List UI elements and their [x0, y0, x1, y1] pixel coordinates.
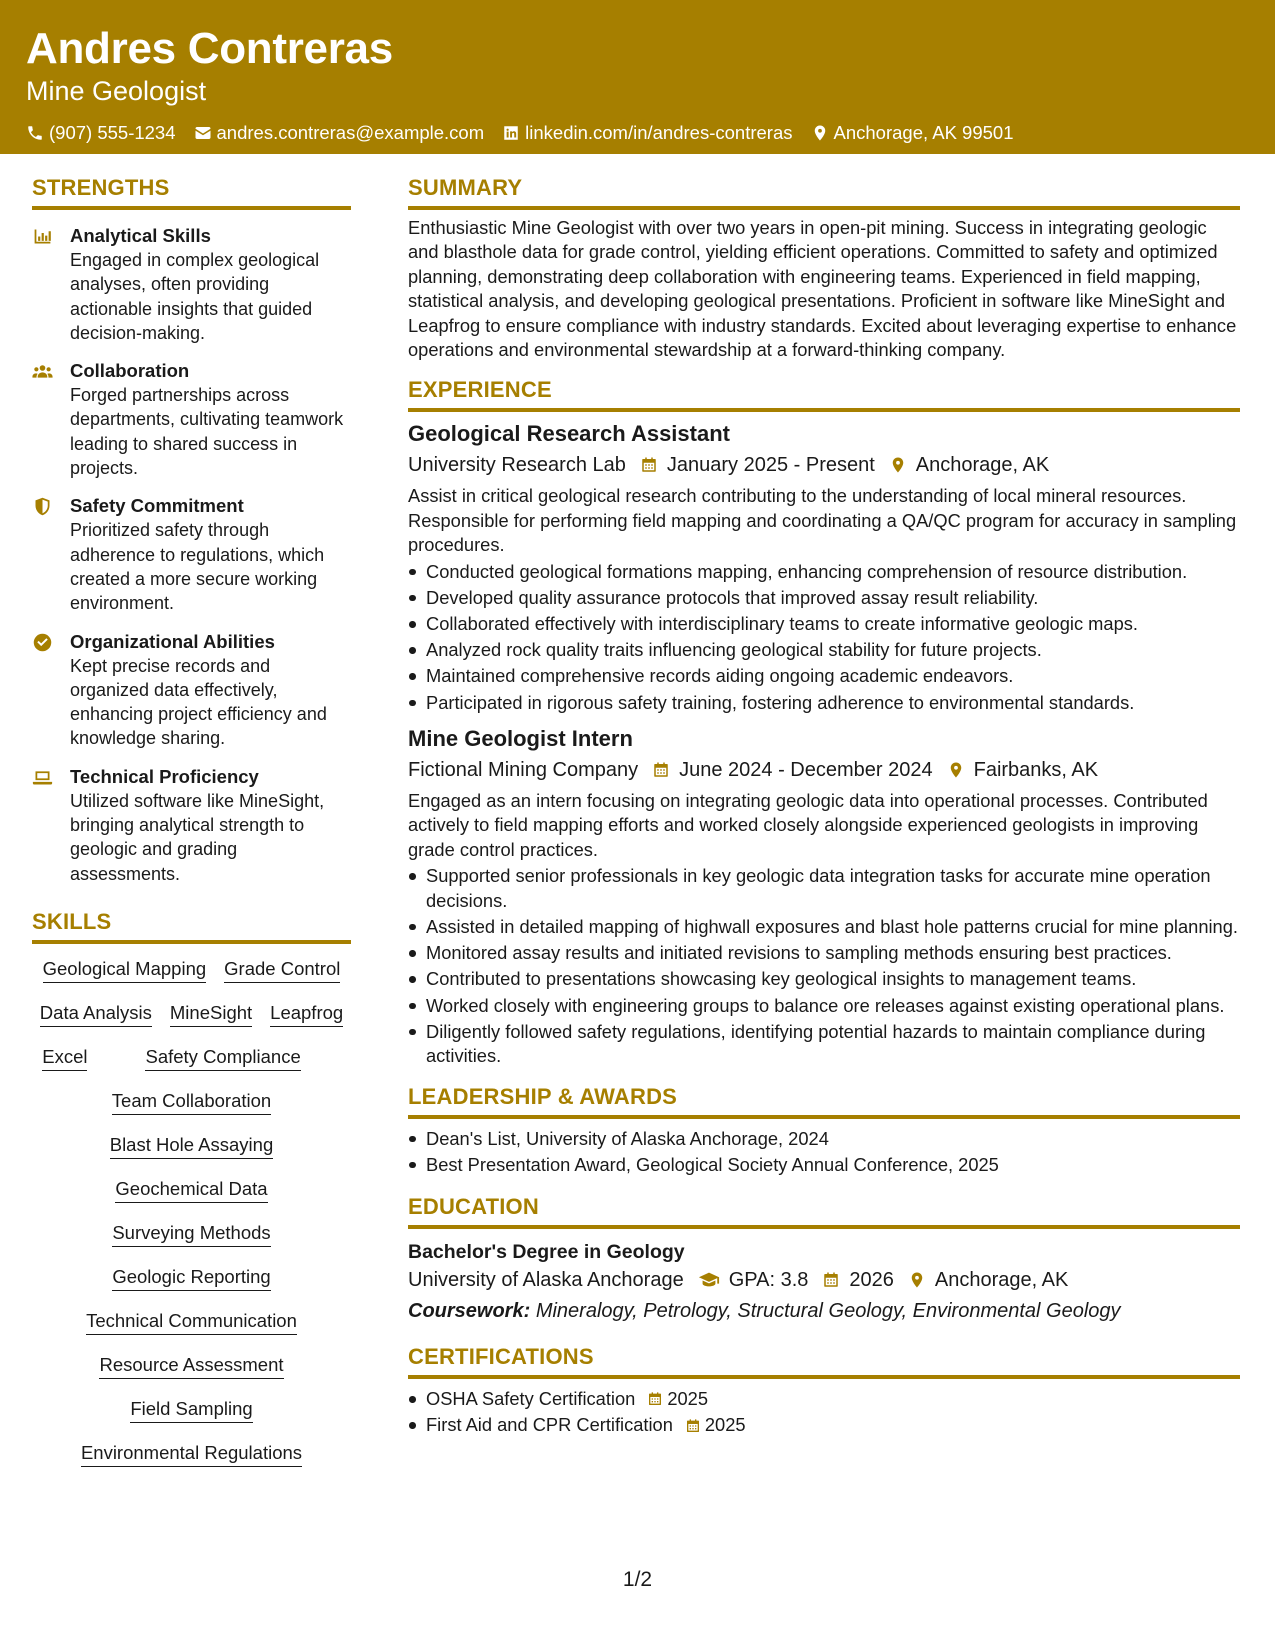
contact-location [811, 121, 1014, 145]
contact-phone[interactable] [26, 121, 176, 145]
job-location: Anchorage, AK [915, 454, 1050, 477]
education-gpa: GPA: 3.8 [728, 1269, 809, 1292]
certification-item [408, 1413, 1240, 1437]
page-number: 1/2 [622, 1568, 653, 1591]
contact-linkedin[interactable] [502, 121, 792, 145]
job-bullet: Assisted in detailed mapping of highwall exposures and blast hole patterns crucial for mine planning. [408, 915, 1240, 939]
skill-tag: Field Sampling [130, 1398, 252, 1423]
strength-item [32, 494, 351, 615]
job-bullet: Monitored assay results and initiated revisions to sampling methods ensuring best practices. [408, 941, 1240, 965]
education-coursework [408, 1297, 1240, 1325]
leadership-title: LEADERSHIP & AWARDS [408, 1083, 1240, 1119]
job-title: Mine Geologist Intern [408, 726, 633, 752]
award-item: Best Presentation Award, Geological Society Annual Conference, 2025 [408, 1153, 1240, 1177]
skill-tag: Team Collaboration [112, 1090, 271, 1115]
laptop-icon [32, 767, 53, 788]
skill-tag: Surveying Methods [112, 1222, 270, 1247]
resume-header [0, 0, 1275, 154]
awards-list [408, 1127, 1240, 1178]
strengths-title: STRENGTHS [32, 174, 351, 210]
calendar-icon [640, 456, 658, 474]
job-bullet: Collaborated effectively with interdisciplinary teams to create informative geologic maps. [408, 612, 1240, 636]
job-bullet: Worked closely with engineering groups to balance ore releases against existing operational plans. [408, 994, 1240, 1018]
job-company: University Research Lab [408, 454, 626, 477]
strength-desc: Prioritized safety through adherence to regulations, which created a more secure working environment. [70, 520, 325, 614]
skill-tag: Grade Control [224, 958, 340, 983]
strength-desc: Forged partnerships across departments, cultivating teamwork leading to shared success in projects. [70, 385, 344, 479]
skills-list [32, 958, 351, 1467]
job-dates: January 2025 - Present [666, 454, 875, 477]
chart-bar-icon [32, 226, 53, 247]
map-pin-icon [908, 1271, 926, 1289]
skill-tag: Technical Communication [86, 1310, 297, 1335]
users-icon [32, 361, 53, 382]
certification-name: OSHA Safety Certification [426, 1388, 636, 1410]
coursework-text: Mineralogy, Petrology, Structural Geology, Environmental Geology [535, 1300, 1121, 1323]
job-location: Fairbanks, AK [973, 759, 1099, 782]
job-entry [408, 725, 1240, 1068]
map-pin-icon [889, 456, 907, 474]
skill-tag: MineSight [170, 1002, 252, 1027]
strength-desc: Utilized software like MineSight, bringing analytical strength to geologic and grading assessments. [70, 790, 325, 884]
strength-title: Safety Commitment [70, 495, 244, 517]
phone-text: (907) 555-1234 [49, 122, 176, 143]
experience-title: EXPERIENCE [408, 376, 1240, 412]
contact-email[interactable] [194, 121, 485, 145]
shield-icon [32, 496, 53, 517]
job-dates: June 2024 - December 2024 [679, 759, 933, 782]
job-title: Geological Research Assistant [408, 421, 730, 447]
graduation-cap-icon [698, 1269, 720, 1291]
job-bullets [408, 560, 1240, 715]
strength-item [32, 630, 351, 751]
job-meta [408, 452, 1240, 478]
education-school: University of Alaska Anchorage [408, 1269, 684, 1292]
map-pin-icon [947, 761, 965, 779]
strength-item [32, 224, 351, 345]
strength-title: Technical Proficiency [70, 765, 259, 787]
certification-year: 2025 [667, 1388, 708, 1410]
certification-name: First Aid and CPR Certification [426, 1414, 673, 1436]
education-title: EDUCATION [408, 1193, 1240, 1229]
calendar-icon [822, 1271, 840, 1289]
job-description: Assist in critical geological research contributing to the understanding of local mineral resources. Responsible for performing field mapping and coordinating a QA/QC program for accuracy in sampling procedures. [408, 485, 1237, 556]
calendar-icon [652, 761, 670, 779]
contact-bar [26, 121, 1275, 145]
coursework-label: Coursework: [408, 1300, 531, 1323]
calendar-icon [685, 1418, 701, 1434]
job-bullet: Maintained comprehensive records aiding ongoing academic endeavors. [408, 664, 1240, 688]
skill-tag: Resource Assessment [99, 1354, 283, 1379]
education-degree: Bachelor's Degree in Geology [408, 1241, 685, 1264]
job-bullets [408, 864, 1240, 1068]
job-bullet: Contributed to presentations showcasing key geological insights to management teams. [408, 967, 1240, 991]
skill-tag: Data Analysis [40, 1002, 152, 1027]
email-text: andres.contreras@example.com [216, 122, 485, 143]
linkedin-text: linkedin.com/in/andres-contreras [525, 122, 793, 143]
calendar-icon [647, 1391, 663, 1407]
job-meta [408, 757, 1240, 783]
linkedin-icon [502, 124, 520, 142]
left-column [32, 174, 351, 1467]
check-circle-icon [32, 632, 53, 653]
strength-desc: Kept precise records and organized data effectively, enhancing project efficiency and knowledge sharing. [70, 655, 327, 749]
certifications-list [408, 1387, 1240, 1438]
job-company: Fictional Mining Company [408, 759, 639, 782]
summary-title: SUMMARY [408, 174, 1240, 210]
phone-icon [26, 124, 44, 142]
summary-text: Enthusiastic Mine Geologist with over two years in open-pit mining. Success in integrating geologic and blasthole data for grade control, yielding efficient operations. Committed to safety and optimized planning, demonstrating deep collaboration with engineering teams. Experienced in field mapping, statistical analysis, and developing geological presentations. Proficient in software like MineSight and Leapfrog to ensure compliance with industry standards. Excited about leveraging expertise to enhance operations and environmental stewardship at a forward-thinking company. [408, 217, 1237, 361]
strength-desc: Engaged in complex geological analyses, often providing actionable insights that guided decision-making. [70, 250, 320, 343]
education-year: 2026 [849, 1269, 894, 1292]
award-item: Dean's List, University of Alaska Anchorage, 2024 [408, 1127, 1240, 1151]
skill-tag: Geologic Reporting [112, 1266, 270, 1291]
skill-tag: Leapfrog [270, 1002, 343, 1027]
job-entry [408, 420, 1240, 715]
skills-title: SKILLS [32, 908, 351, 944]
strength-item [32, 359, 351, 480]
strength-title: Collaboration [70, 360, 190, 382]
skill-tag: Geological Mapping [43, 958, 207, 983]
strength-item [32, 765, 351, 886]
map-pin-icon [811, 124, 829, 142]
candidate-title: Mine Geologist [26, 76, 207, 106]
job-bullet: Conducted geological formations mapping, enhancing comprehension of resource distribution. [408, 560, 1240, 584]
strength-title: Analytical Skills [70, 225, 211, 246]
candidate-name: Andres Contreras [26, 24, 393, 73]
job-description: Engaged as an intern focusing on integrating geologic data into operational processes. Contributed actively to field mapping efforts and worked closely alongside experienced geologists in improving grade control practices. [408, 790, 1208, 860]
job-bullet: Analyzed rock quality traits influencing geological stability for future projects. [408, 638, 1240, 662]
certifications-title: CERTIFICATIONS [408, 1343, 1240, 1379]
job-bullet: Supported senior professionals in key geologic data integration tasks for accurate mine operation decisions. [408, 864, 1240, 913]
strength-title: Organizational Abilities [70, 630, 275, 652]
skill-tag: Safety Compliance [145, 1046, 300, 1071]
envelope-icon [194, 124, 212, 142]
certification-item [408, 1387, 1240, 1411]
education-location: Anchorage, AK [934, 1269, 1069, 1292]
job-bullet: Developed quality assurance protocols that improved assay result reliability. [408, 586, 1240, 610]
skill-tag: Environmental Regulations [81, 1442, 302, 1467]
job-bullet: Participated in rigorous safety training, fostering adherence to environmental standards. [408, 691, 1240, 715]
certification-year: 2025 [704, 1414, 746, 1436]
skill-tag: Geochemical Data [115, 1178, 267, 1203]
job-bullet: Diligently followed safety regulations, identifying potential hazards to maintain compliance during activities. [408, 1020, 1240, 1069]
location-text: Anchorage, AK 99501 [833, 122, 1014, 143]
right-column [408, 174, 1240, 1440]
skill-tag: Blast Hole Assaying [110, 1134, 274, 1159]
skill-tag: Excel [42, 1046, 87, 1071]
education-meta [408, 1267, 1240, 1293]
